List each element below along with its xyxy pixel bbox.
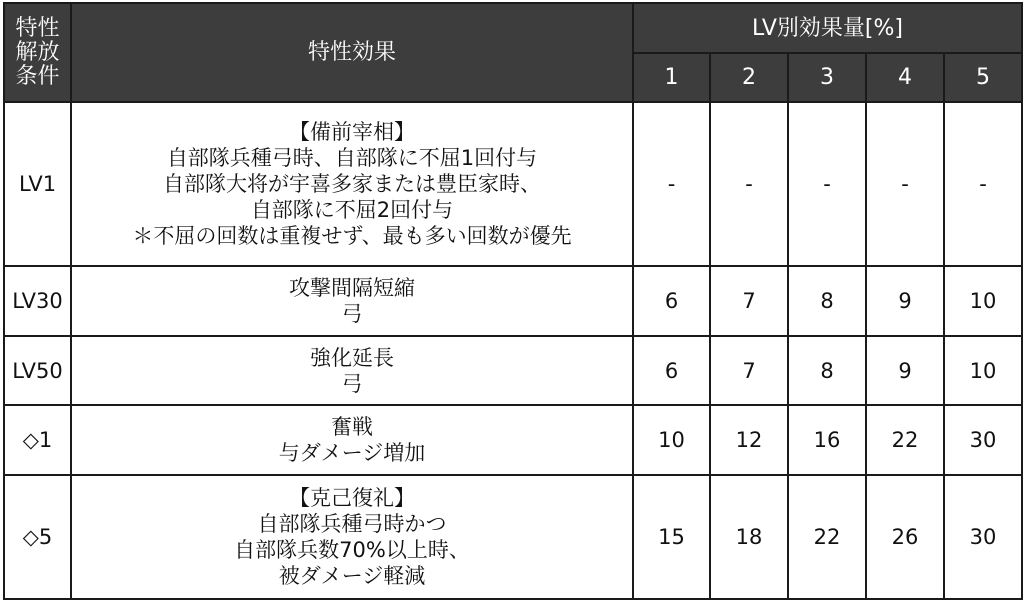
effect-line: 攻撃間隔短縮 (289, 276, 415, 300)
header-level-1: 1 (633, 53, 710, 102)
effect-line: 自部隊大将が宇喜多家または豊臣家時、 (163, 172, 541, 196)
header-unlock-condition (4, 3, 71, 102)
trait-effect (71, 475, 633, 599)
effect-value: 10 (944, 266, 1022, 336)
effect-value: 18 (710, 475, 788, 599)
effect-value: 15 (633, 475, 710, 599)
effect-value: 12 (710, 405, 788, 475)
effect-line: 自部隊兵数70%以上時、 (234, 538, 470, 562)
effect-value: 16 (788, 405, 866, 475)
effect-line: 自部隊兵種弓時かつ (257, 512, 447, 536)
effect-value: 8 (788, 336, 866, 405)
table-row (4, 336, 1022, 405)
effect-value: - (710, 102, 788, 266)
effect-value: 7 (710, 266, 788, 336)
table-row (4, 266, 1022, 336)
table-row (4, 102, 1022, 266)
effect-value: - (788, 102, 866, 266)
effect-value: 22 (788, 475, 866, 599)
effect-line: 【備前宰相】 (289, 120, 415, 144)
trait-effect (71, 102, 633, 266)
unlock-condition: LV50 (4, 336, 71, 405)
header-condition-line: 条件 (15, 63, 60, 89)
effect-value: 30 (944, 475, 1022, 599)
effect-line: 与ダメージ増加 (278, 441, 426, 465)
effect-line: 被ダメージ軽減 (278, 564, 426, 588)
header-level-4: 4 (866, 53, 944, 102)
effect-value: 10 (944, 336, 1022, 405)
effect-value: - (944, 102, 1022, 266)
unlock-condition: LV30 (4, 266, 71, 336)
effect-value: 6 (633, 266, 710, 336)
header-level-2: 2 (710, 53, 788, 102)
trait-effect (71, 336, 633, 405)
effect-value: 30 (944, 405, 1022, 475)
effect-line: 奮戦 (331, 415, 373, 439)
header-trait-effect: 特性効果 (71, 3, 633, 102)
unlock-condition: ◇1 (4, 405, 71, 475)
effect-line: 弓 (341, 302, 363, 326)
effect-value: 8 (788, 266, 866, 336)
effect-line: 自部隊兵種弓時、自部隊に不屈1回付与 (166, 146, 538, 170)
effect-line: ＊不屈の回数は重複せず、最も多い回数が優先 (132, 224, 572, 248)
effect-value: - (633, 102, 710, 266)
effect-value: 10 (633, 405, 710, 475)
unlock-condition: ◇5 (4, 475, 71, 599)
header-condition-line: 解放 (15, 39, 60, 65)
effect-value: 7 (710, 336, 788, 405)
effect-value: - (866, 102, 944, 266)
effect-value: 6 (633, 336, 710, 405)
trait-effect (71, 405, 633, 475)
effect-value: 22 (866, 405, 944, 475)
header-lv-effect: LV別効果量[%] (633, 3, 1022, 53)
unlock-condition: LV1 (4, 102, 71, 266)
table-row (4, 405, 1022, 475)
effect-line: 弓 (341, 371, 363, 396)
effect-line: 【克己復礼】 (289, 486, 415, 510)
trait-effect (71, 266, 633, 336)
effect-value: 26 (866, 475, 944, 599)
header-level-3: 3 (788, 53, 866, 102)
header-condition-line: 特性 (15, 15, 60, 41)
trait-effect-table (3, 2, 1023, 600)
effect-value: 9 (866, 266, 944, 336)
header-level-5: 5 (944, 53, 1022, 102)
effect-value: 9 (866, 336, 944, 405)
effect-line: 自部隊に不屈2回付与 (250, 198, 454, 222)
effect-line: 強化延長 (310, 345, 394, 370)
table-row (4, 475, 1022, 599)
